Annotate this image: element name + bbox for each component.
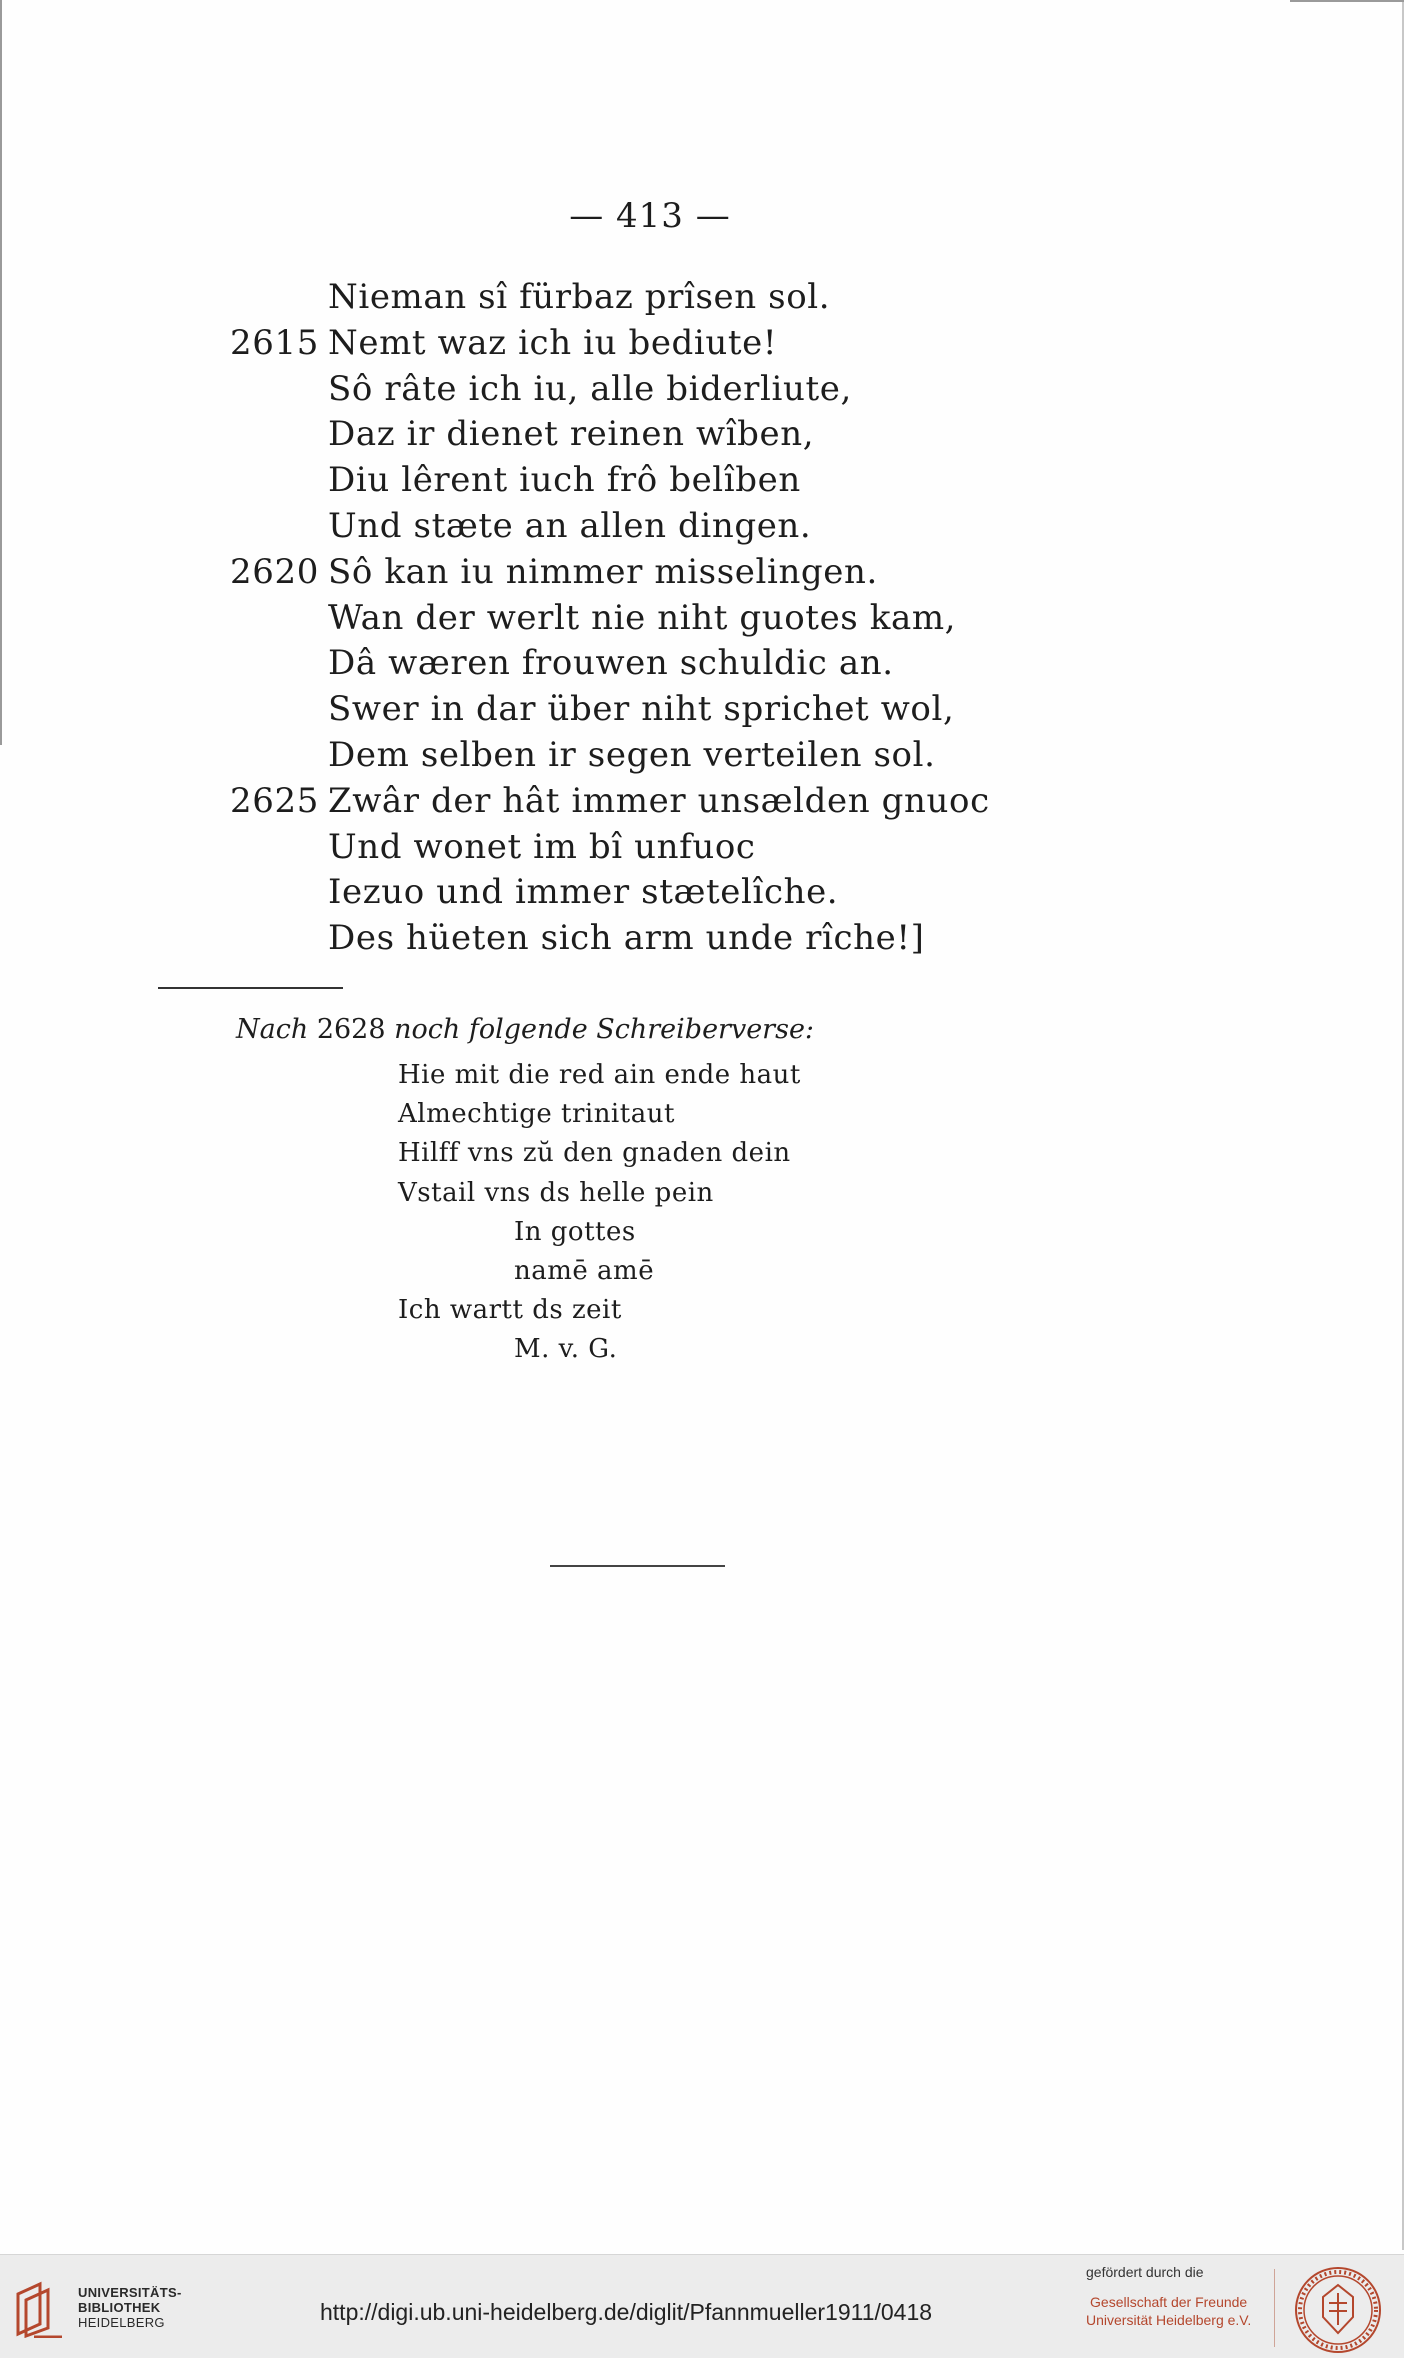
library-name-line2: BIBLIOTHEK — [78, 2300, 161, 2315]
verse-text: Dâ wæren frouwen schuldic an. — [328, 643, 894, 684]
scribal-line: In gottes — [514, 1216, 636, 1247]
library-name — [78, 2285, 182, 2330]
library-logo-icon — [14, 2280, 66, 2338]
scribal-line: namē amē — [514, 1255, 655, 1286]
verse-text: Zwâr der hât immer unsælden gnuoc — [328, 780, 990, 821]
scribal-line: Hie mit die red ain ende haut — [398, 1060, 801, 1090]
verse-number: 2625 — [230, 780, 319, 821]
verse-line — [230, 825, 1010, 871]
footnote-suffix: noch folgende Schreiberverse: — [394, 1014, 815, 1045]
verse-text: Und stæte an allen dingen. — [328, 505, 812, 546]
verse-line — [230, 733, 1010, 779]
verse-number: 2615 — [230, 322, 319, 363]
footnote-prefix: Nach — [236, 1014, 309, 1045]
verse-line — [230, 550, 1010, 596]
end-divider — [550, 1565, 725, 1567]
verse-text: Iezuo und immer stætelîche. — [328, 872, 839, 913]
verse-line — [230, 412, 1010, 458]
scribal-line: M. v. G. — [514, 1334, 618, 1365]
scribal-line: Almechtige trinitaut — [398, 1099, 675, 1130]
footnote-heading — [236, 1012, 814, 1048]
verse-line — [230, 916, 1010, 962]
page-number: — 413 — — [569, 196, 731, 236]
verse-line — [230, 870, 1010, 916]
verse-line — [230, 779, 1010, 825]
footer-bar — [0, 2254, 1404, 2358]
verse-line — [230, 687, 1010, 733]
verse-text: Nemt waz ich iu bediute! — [328, 322, 778, 363]
verse-line — [230, 367, 1010, 413]
scribal-verses — [398, 1056, 998, 1370]
verse-text: Des hüeten sich arm unde rîche!] — [328, 918, 925, 959]
verse-line — [230, 596, 1010, 642]
verse-text: Daz ir dienet reinen wîben, — [328, 414, 815, 455]
sponsor-name-line1: Gesellschaft der Freunde — [1090, 2294, 1248, 2310]
university-seal-icon — [1293, 2265, 1383, 2355]
scribal-line: Vstail vns ds helle pein — [398, 1177, 714, 1208]
permalink-url[interactable]: http://digi.ub.uni-heidelberg.de/diglit/Pfannmueller1911/0418 — [320, 2299, 933, 2325]
scribal-line: Ich wartt ds zeit — [398, 1295, 622, 1326]
verse-block — [230, 275, 1010, 962]
sponsor-name-line2: Universität Heidelberg e.V. — [1086, 2312, 1252, 2328]
verse-line — [230, 275, 1010, 321]
verse-text: Und wonet im bî unfuoc — [328, 826, 756, 867]
sponsor-name — [1086, 2293, 1251, 2329]
verse-text: Diu lêrent iuch frô belîben — [328, 460, 801, 501]
footnote-divider — [158, 987, 343, 989]
verse-text: Nieman sî fürbaz prîsen sol. — [328, 277, 831, 317]
verse-line — [230, 458, 1010, 504]
verse-line — [230, 641, 1010, 687]
library-name-line3: HEIDELBERG — [78, 2315, 165, 2330]
verse-line — [230, 504, 1010, 550]
verse-text: Sô râte ich iu, alle biderliute, — [328, 368, 852, 409]
scan-edge-left — [0, 0, 2, 745]
verse-line — [230, 321, 1010, 367]
scan-edge-top — [1290, 0, 1404, 2]
footnote-line-ref: 2628 — [316, 1014, 386, 1045]
verse-text: Sô kan iu nimmer misselingen. — [328, 551, 878, 592]
sponsor-label: gefördert durch die — [1086, 2264, 1204, 2280]
library-name-line1: UNIVERSITÄTS- — [78, 2285, 182, 2300]
verse-number: 2620 — [230, 551, 319, 592]
verse-text: Wan der werlt nie niht guotes kam, — [328, 597, 957, 638]
verse-text: Swer in dar über niht sprichet wol, — [328, 689, 955, 730]
scribal-line: Hilff vns zŭ den gnaden dein — [398, 1138, 791, 1169]
verse-text: Dem selben ir segen verteilen sol. — [328, 734, 936, 775]
sponsor-divider — [1274, 2269, 1275, 2347]
